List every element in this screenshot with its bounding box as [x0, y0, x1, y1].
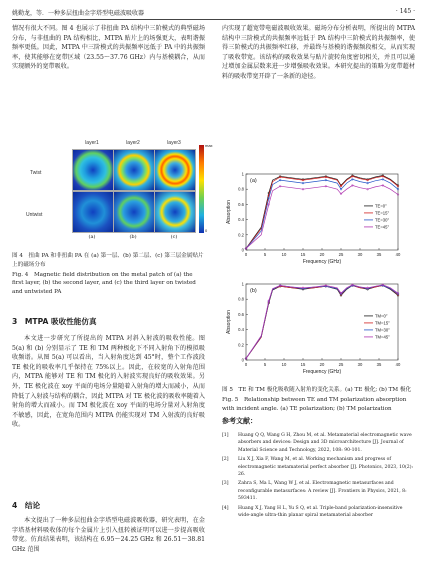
colorbar-max-label: max [205, 143, 213, 148]
sub-label-a: (a) [88, 234, 96, 240]
layer-label-2: layer2 [126, 140, 140, 146]
absorption-chart-tm [226, 282, 401, 376]
x-tick-label: 35 [376, 362, 382, 367]
figure-4-caption [12, 252, 205, 297]
row-label-untwist: Untwist [26, 212, 43, 218]
panel-label: (a) [250, 178, 257, 184]
y-tick-label: 0.2 [238, 342, 244, 348]
body-text: 情况有很大不同。图 4 也展示了非扭曲 PA 结构中三阶模式的典型磁场分布，与非扭曲的 PA 结构相比，MTPA 贴片上的场强更大，表明谐振频率更低。因此，MTPA 中三阶模式的共振频率远低于 PA 中的共振频率，使其能够在宽带区域（23.55～37.76 GHz）内与基模耦合，从而实现额外的宽带吸收。 [12, 25, 205, 71]
panel-label: (b) [250, 288, 257, 294]
section-3-heading: 3 MTPA 吸收性能仿真 [12, 317, 97, 326]
y-tick-label: 0 [241, 247, 244, 253]
legend-label: TM=30° [375, 327, 390, 333]
colorbar [199, 145, 204, 233]
reference-text: Huang X J, Yang H L, Yu S Q, et al. Triple-band polarization-insensitive wide-angle ultra-thin planar spiral metamaterial absorber [238, 505, 403, 519]
figure-4 [12, 140, 212, 250]
legend-label: TM=0° [375, 313, 388, 319]
header-rule [12, 19, 415, 20]
y-axis-label: Absorption [226, 200, 232, 224]
caption-cn: 图 4 扭曲 PA 和非扭曲 PA 在 (a) 第一层、(b) 第二层、(c) 第三层金属贴片上的磁场分布 [12, 253, 204, 268]
caption-cn: 图 5 TE 和 TM 极化吸收随入射角的变化关系。(a) TE 极化; (b) TM 极化 [222, 387, 412, 393]
references-list [222, 432, 415, 521]
x-tick-label: 10 [281, 362, 287, 367]
left-paragraph-1 [12, 24, 205, 72]
legend-label: TM=15° [375, 320, 390, 326]
field-map-untwist-layer2 [113, 191, 155, 233]
reference-item [222, 432, 415, 454]
reference-number: [2] [222, 457, 229, 463]
legend-label: TE=15° [375, 210, 390, 216]
y-tick-label: 0.4 [238, 327, 244, 333]
y-tick-label: 0.2 [238, 232, 244, 238]
reference-text: Liu X J, Xia F, Wang M, et al. Working mechanism and progress of electromagnetic metamaterial perfect absorber [J]. Photonics, 2023, 10(2): 26. [238, 457, 414, 478]
y-tick-label: 0.8 [238, 296, 244, 302]
x-tick-label: 30 [357, 362, 363, 367]
page-number: · 145 · [395, 8, 415, 15]
x-tick-label: 20 [319, 362, 325, 367]
y-tick-label: 0.6 [238, 311, 244, 317]
legend-label: TM=45° [375, 334, 390, 340]
y-tick-label: 0.8 [238, 186, 244, 192]
right-paragraph-1 [222, 24, 415, 82]
body-text: 本文提出了一种多层扭曲金字塔型电磁波吸收器，研究表明，在金字塔基材料吸收体的每个金属片上引入扭转被证明可以进一步提高吸收带宽。仿真结果表明，该结构在 6.95～24.25 GHz 和 26.51～38.81 GHz 范围 [12, 517, 205, 553]
x-tick-label: 25 [338, 362, 344, 367]
field-map-untwist-layer3 [154, 191, 196, 233]
x-axis-label: Frequency (GHz) [302, 369, 342, 375]
y-axis-label: Absorption [226, 310, 232, 334]
reference-item [222, 456, 415, 478]
y-tick-label: 0.6 [238, 201, 244, 207]
x-tick-label: 15 [300, 252, 306, 257]
x-tick-label: 5 [263, 252, 267, 257]
y-tick-label: 1 [241, 171, 244, 177]
x-tick-label: 0 [244, 362, 248, 367]
figure-5-caption [222, 386, 415, 413]
reference-number: [3] [222, 481, 229, 487]
y-tick-label: 0 [241, 357, 244, 363]
x-tick-label: 20 [319, 252, 325, 257]
x-tick-label: 15 [300, 362, 306, 367]
reference-text: Zahra S, Ma L, Wang W J, et al. Electromagnetic metasurfaces and reconfigurable metasurfaces: A review [J]. Frontiers in Physics, 2021, 8: 593411. [238, 481, 407, 502]
row-label-twist: Twist [30, 170, 42, 176]
legend-label: TE=45° [375, 224, 390, 230]
caption-en: Fig. 4 Magnetic field distribution on the metal patch of (a) the first layer, (b) the second layer, and (c) the third layer on twisted and untwisted PA [12, 271, 196, 296]
absorption-chart-te [226, 172, 401, 266]
left-paragraph-3 [12, 516, 205, 554]
legend-label: TE=30° [375, 217, 390, 223]
x-tick-label: 40 [395, 252, 401, 257]
legend-label: TE=0° [375, 203, 387, 209]
body-text: 内实现了超宽带电磁波吸收效果。磁场分布分析表明，所提出的 MTPA 结构中三阶模式的共振频率远低于 PA 结构中三阶模式的共振频率，使得三阶模式的共振频率红移，并最终与基模的谐振频段相交，从而实现了吸收带宽。该结构的吸收效果与贴片旋转角度密切相关，并且可以通过增加金属层数来进一步增强吸收效果。本研究提出的策略为宽带超材料的吸收带宽开辟了一条新的途径。 [222, 25, 415, 80]
body-text: 本文进一步研究了所提出的 MTPA 对斜入射波的吸收性能。图 5(a) 和 (b) 分别显示了 TE 和 TM 两种极化下不同入射角下的模拟吸收频谱。从图 5(a) 可以看出，当入射角度达到 45°时，整个工作波段 TE 极化的吸收率几乎保持在 75%以上。因此，在较宽的入射角范围内，MTPA 能够对 TE 和 TM 极化的入射波实现良好的吸收效果。另外，TE 极化波在 xoy 平面的电场分量随着入射角的增大而减小，从而降低了入射波与结构的耦合，因此 MTPA 对 TE 极化波的吸收率随着入射角的增大而减小。而 TM 极化波在 xoy 平面的电场分量对入射角度不敏感，因此，在宽角范围内 MTPA 仍能实现对 TM 入射波的良好吸收。 [12, 335, 205, 429]
x-tick-label: 0 [244, 252, 248, 257]
reference-number: [4] [222, 505, 229, 511]
x-axis-label: Frequency (GHz) [302, 259, 342, 265]
figure-5-charts [222, 168, 422, 383]
running-title: 姚勤龙，等．一种多层扭曲金字塔型电磁波吸收器 [12, 10, 145, 17]
caption-en: Fig. 5 Relationship between TE and TM polarization absorption with incident angle. (a) TE polarization; (b) TM polarization [222, 396, 407, 412]
y-tick-label: 1 [241, 281, 244, 287]
left-paragraph-2 [12, 334, 205, 430]
x-tick-label: 5 [263, 362, 267, 367]
section-4-heading: 4 结论 [12, 501, 41, 510]
reference-number: [1] [222, 433, 229, 438]
field-map-twist-layer2 [113, 149, 155, 191]
y-tick-label: 0.4 [238, 217, 244, 223]
layer-label-3: layer3 [167, 140, 181, 146]
page-header [12, 6, 415, 18]
x-tick-label: 35 [376, 252, 382, 257]
reference-item [222, 480, 415, 502]
references-heading: 参考文献： [222, 417, 257, 425]
layer-label-1: layer1 [85, 140, 99, 146]
field-map-twist-layer1 [72, 149, 114, 191]
field-map-untwist-layer1 [72, 191, 114, 233]
field-map-twist-layer3 [154, 149, 196, 191]
x-tick-label: 25 [338, 252, 344, 257]
sub-label-b: (b) [129, 234, 137, 240]
sub-label-c: (c) [170, 234, 178, 240]
colorbar-min-label: 0 [205, 228, 208, 233]
x-tick-label: 40 [395, 362, 401, 367]
reference-item [222, 505, 415, 520]
x-tick-label: 10 [281, 252, 287, 257]
reference-text: Huang Q Q, Wang G H, Zhou M, et al. Metamaterial electromagnetic wave absorbers and devices: Design and 3D microarchitecture [J]. Journal of Material Science and Technology, 2022, 108: 90-101. [238, 433, 412, 453]
x-tick-label: 30 [357, 252, 363, 257]
